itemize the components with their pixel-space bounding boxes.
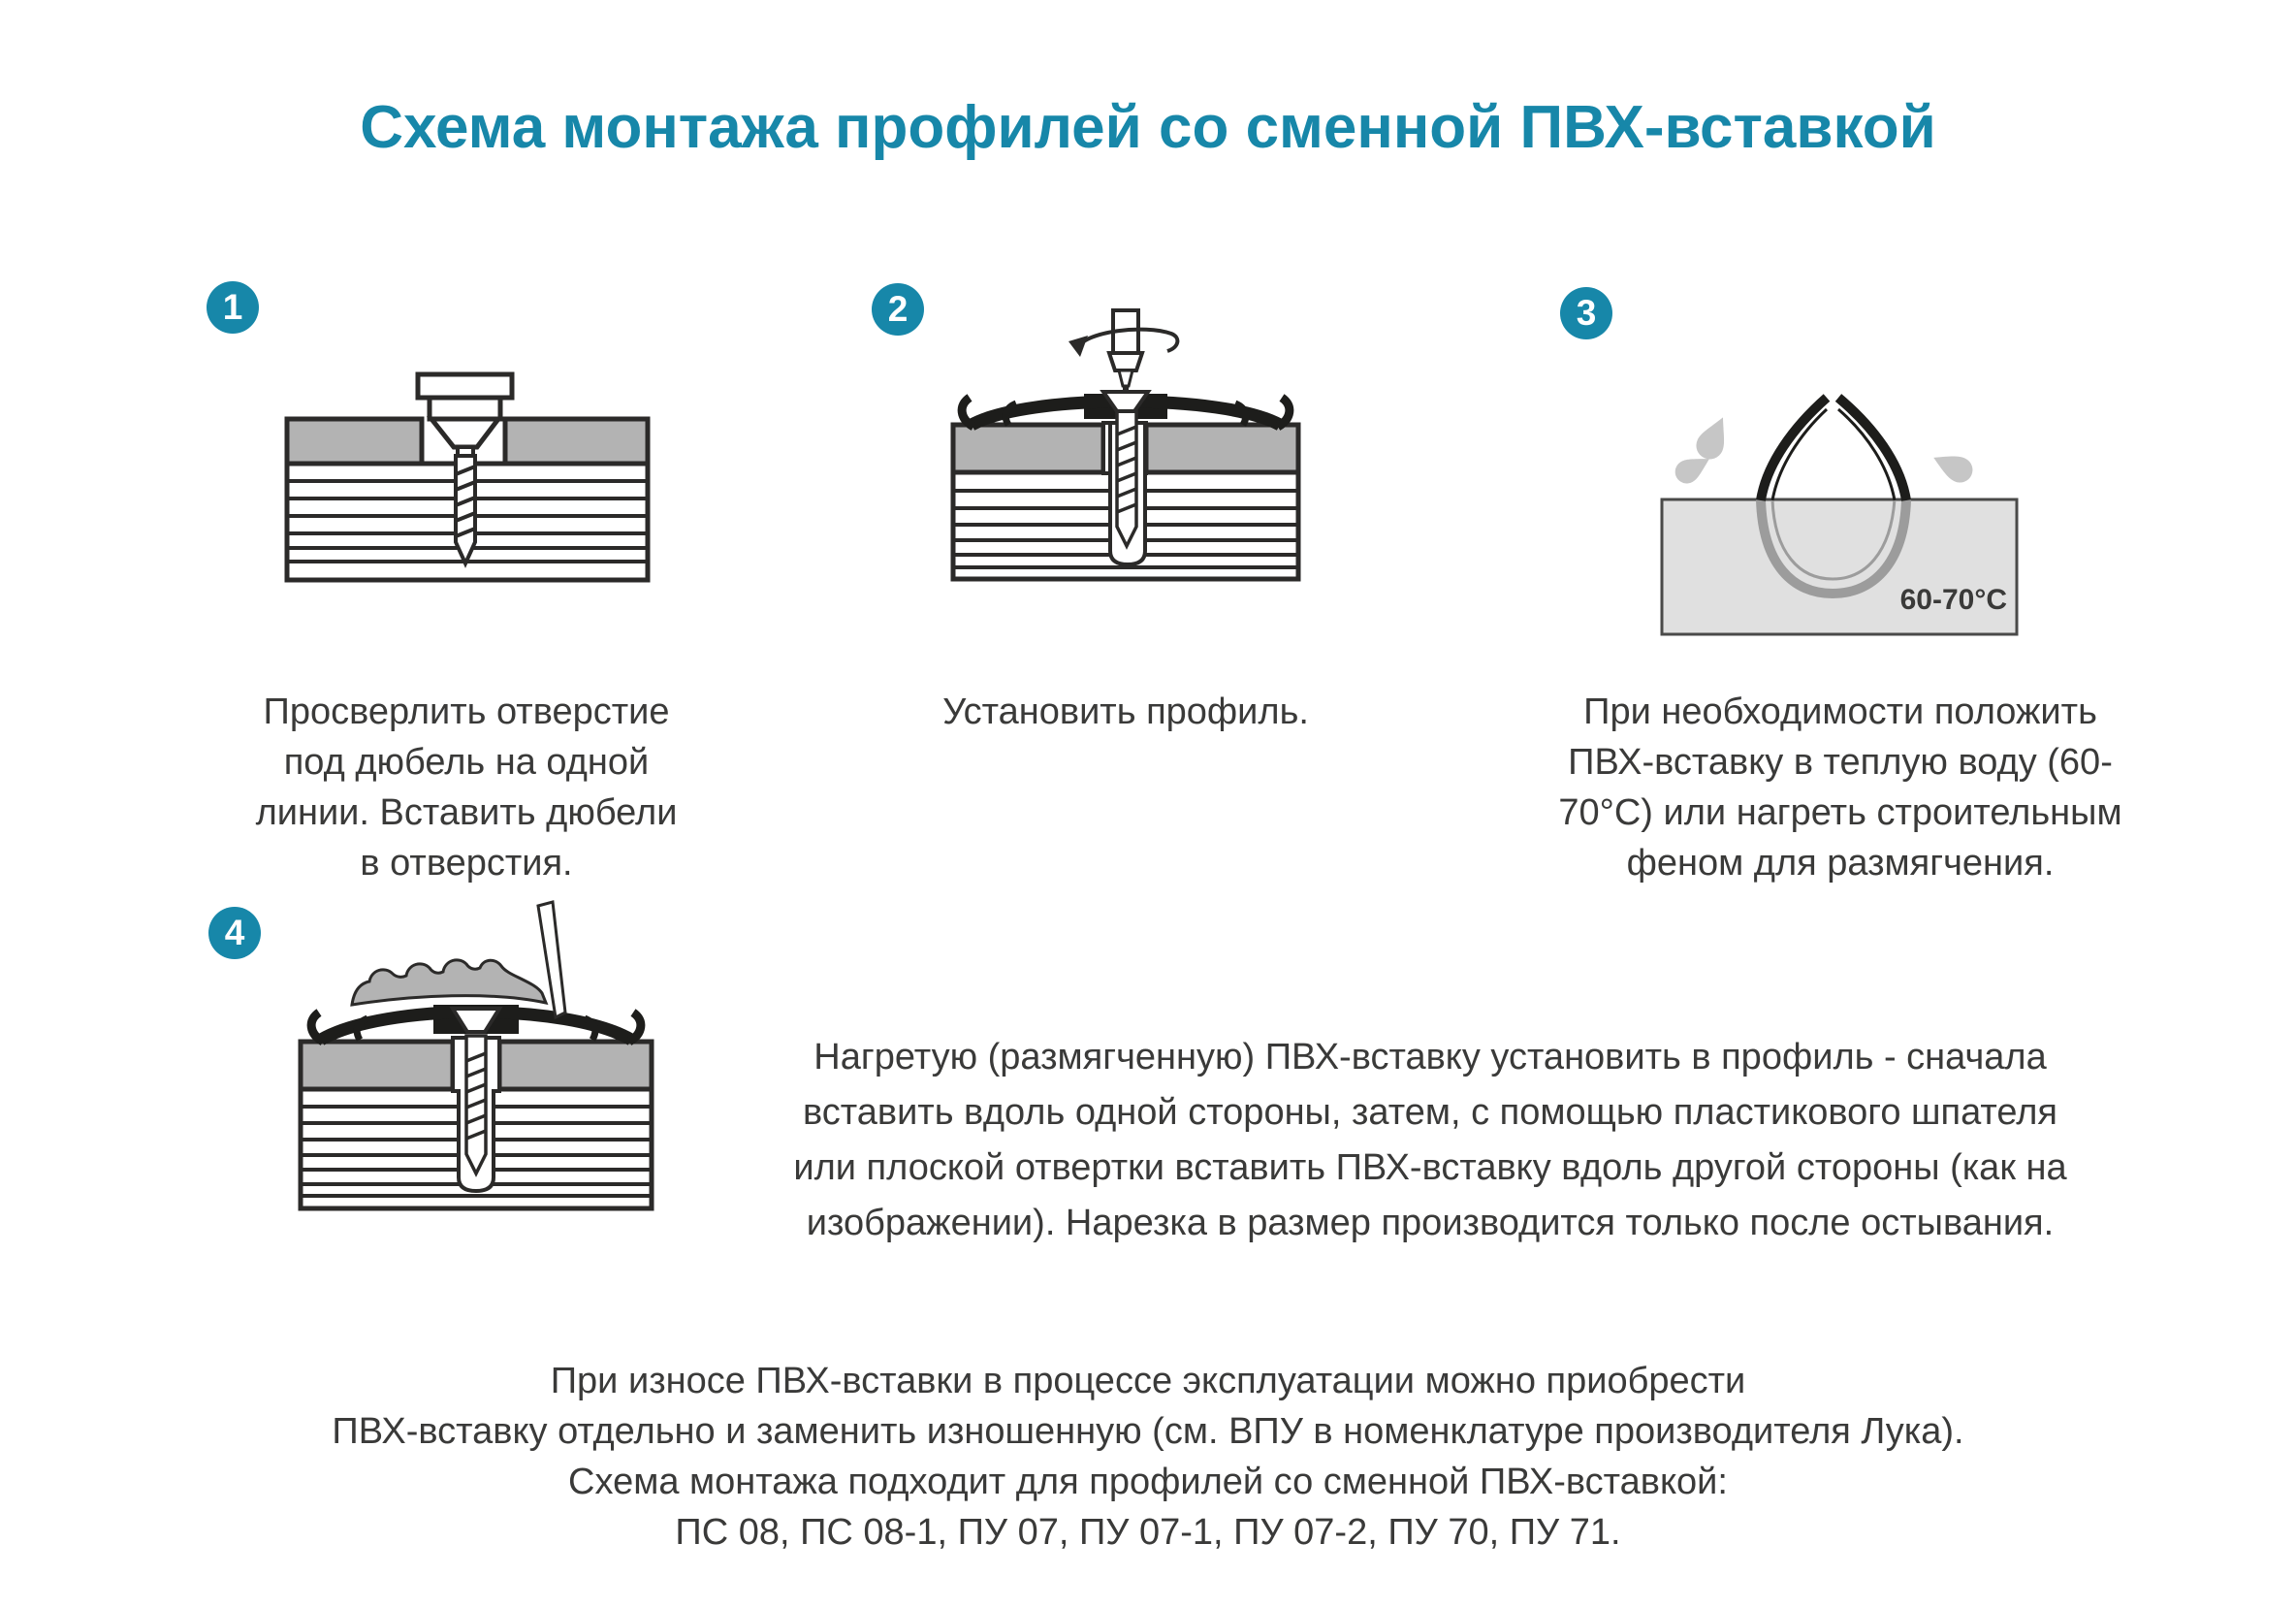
pvc-insert-strip-icon: [352, 960, 546, 1005]
step-2-badge: 2: [872, 283, 924, 336]
caption-line: При необходимости положить: [1583, 691, 2097, 732]
caption-line: под дюбель на одной: [283, 742, 650, 783]
insert-pvc-illustration: [298, 900, 654, 1212]
caption-line: или плоской отвертки вставить ПВХ-вставку вдоль другой стороны (как на: [793, 1147, 2067, 1188]
step-4-caption: [698, 1030, 2162, 1251]
caption-line: изображении). Нарезка в размер производится только после остывания.: [806, 1203, 2055, 1243]
splash-droplet-icons: [1671, 412, 1976, 488]
caption-line: 70°C) или нагреть строительным: [1558, 792, 2122, 833]
warm-water-illustration: [1648, 386, 2026, 640]
footer-line: При износе ПВХ-вставки в процессе эксплуатации можно приобрести: [550, 1361, 1746, 1401]
footer-text: [0, 1356, 2296, 1558]
screwdriver-icon: [1109, 310, 1142, 392]
step-1-badge: 1: [207, 281, 259, 334]
step-3-badge: 3: [1560, 287, 1612, 339]
footer-line: ПС 08, ПС 08-1, ПУ 07, ПУ 07-1, ПУ 07-2, ПУ 70, ПУ 71.: [675, 1512, 1621, 1553]
caption-line: вставить вдоль одной стороны, затем, с помощью пластикового шпателя: [803, 1092, 2057, 1133]
caption-line: Установить профиль.: [942, 691, 1309, 732]
step-4-badge: 4: [208, 907, 261, 959]
caption-line: ПВХ-вставку в теплую воду (60-: [1568, 742, 2113, 783]
install-profile-illustration: [950, 308, 1301, 582]
caption-line: Просверлить отверстие: [263, 691, 670, 732]
screw-icon: [466, 1036, 486, 1174]
step-3-caption: [1549, 687, 2131, 888]
caption-line: в отверстия.: [360, 843, 573, 884]
step-1-caption: [253, 687, 680, 888]
step-2-caption: [912, 687, 1339, 737]
water-temperature-label: 60-70°C: [1899, 584, 2007, 616]
footer-line: Схема монтажа подходит для профилей со сменной ПВХ-вставкой:: [568, 1462, 1728, 1502]
drill-hole-illustration: [284, 371, 651, 583]
footer-line: ПВХ-вставку отдельно и заменить изношенную (см. ВПУ в номенклатуре производителя Лука).: [332, 1411, 1964, 1452]
caption-line: Нагретую (размягченную) ПВХ-вставку установить в профиль - сначала: [813, 1037, 2047, 1077]
page-title: Схема монтажа профилей со сменной ПВХ-вставкой: [360, 94, 1936, 161]
caption-line: феном для размягчения.: [1626, 843, 2055, 884]
caption-line: линии. Вставить дюбели: [255, 792, 678, 833]
